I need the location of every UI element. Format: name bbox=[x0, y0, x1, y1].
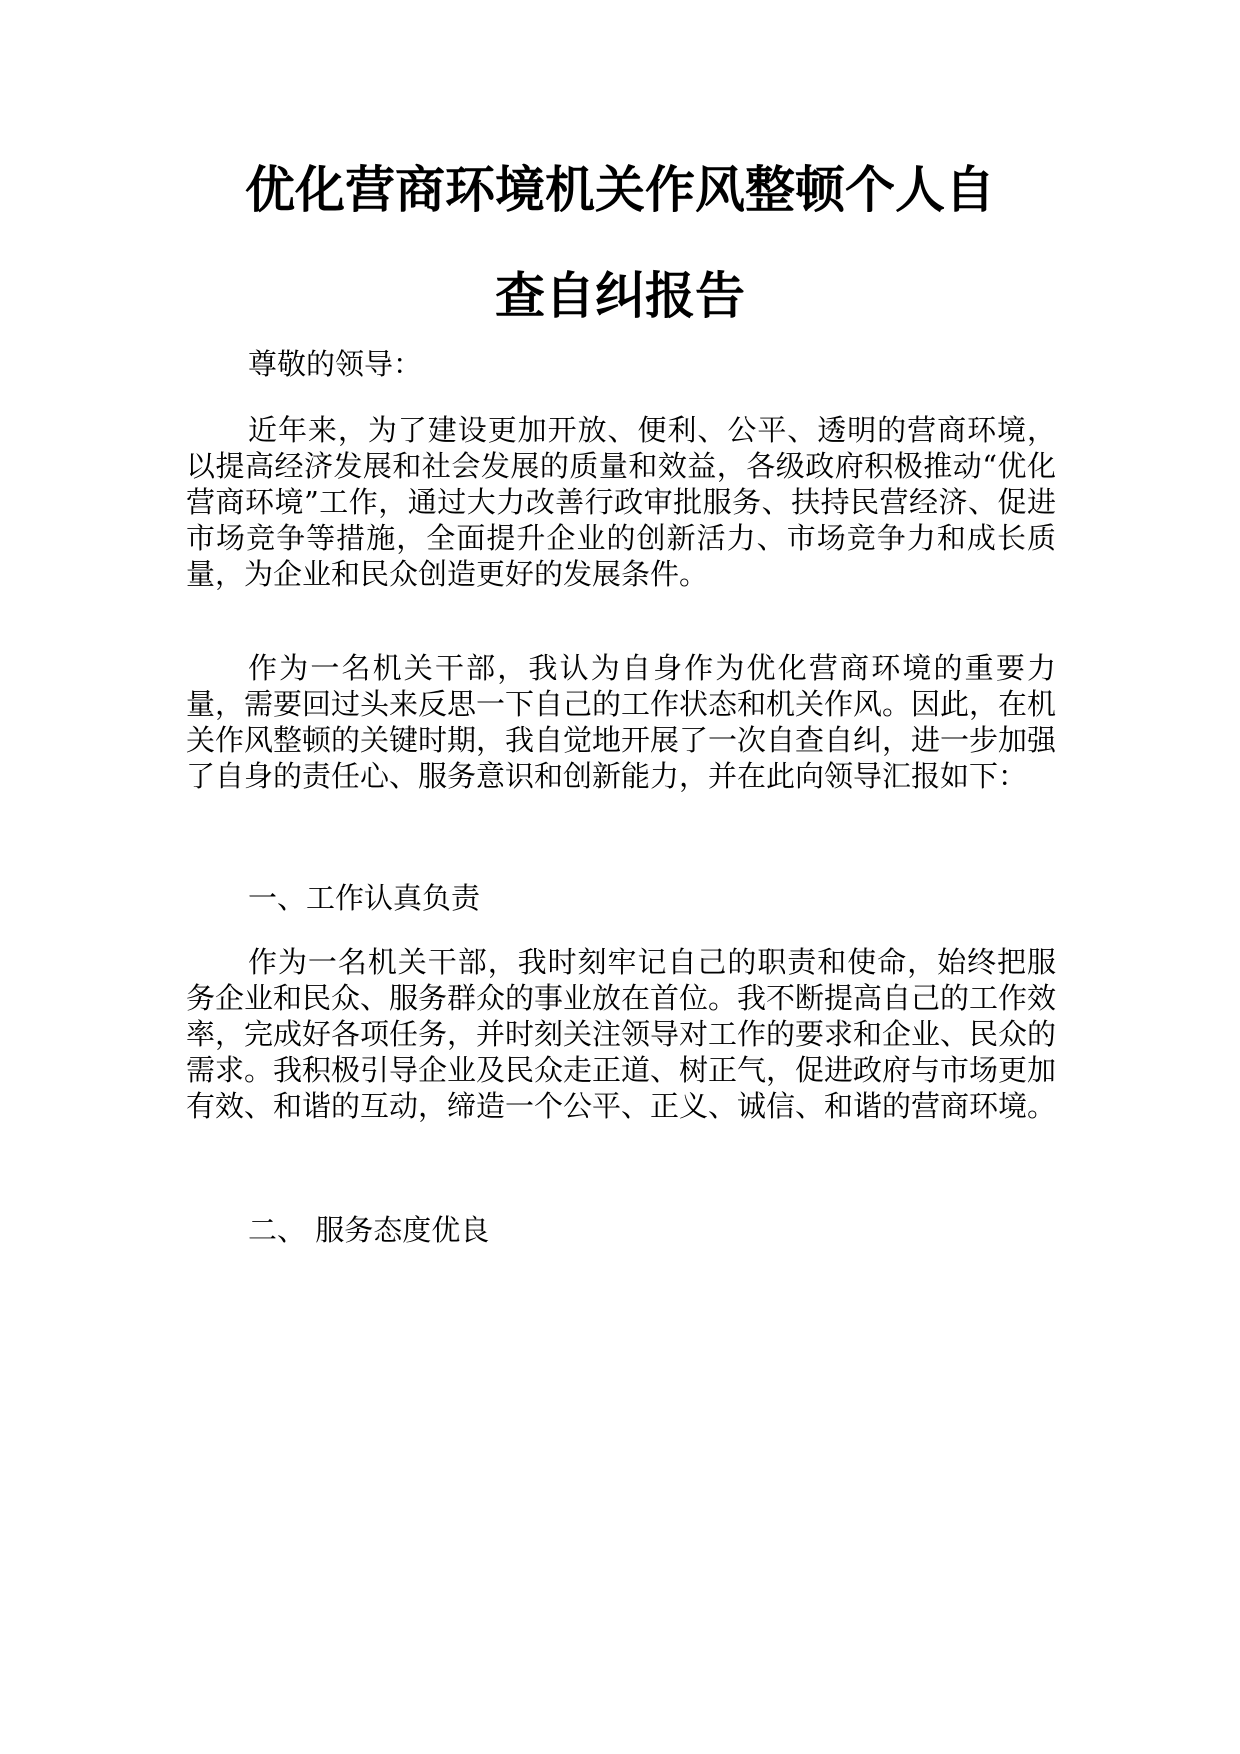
section-heading-1: 一、工作认真负责 bbox=[248, 881, 481, 915]
salutation: 尊敬的领导： bbox=[248, 347, 423, 381]
section-heading-2: 二、 服务态度优良 bbox=[248, 1213, 490, 1247]
document-title-line-1: 优化营商环境机关作风整顿个人自 bbox=[245, 161, 995, 219]
paragraph-self-reflection: 作为一名机关干部，我认为自身作为优化营商环境的重要力量，需要回过头来反思一下自己的工作状态和机关作风。因此，在机关作风整顿的关键时期，我自觉地开展了一次自查自纠，进一步加强了自身的责任心、服务意识和创新能力，并在此向领导汇报如下： bbox=[186, 651, 1057, 793]
paragraph-work-responsibility: 作为一名机关干部，我时刻牢记自己的职责和使命，始终把服务企业和民众、服务群众的事业放在首位。我不断提高自己的工作效率，完成好各项任务，并时刻关注领导对工作的要求和企业、民众的需求。我积极引导企业及民众走正道、树正气，促进政府与市场更加有效、和谐的互动，缔造一个公平、正义、诚信、和谐的营商环境。 bbox=[186, 945, 1057, 1123]
paragraph-intro: 近年来，为了建设更加开放、便利、公平、透明的营商环境，以提高经济发展和社会发展的质量和效益，各级政府积极推动“优化营商环境”工作，通过大力改善行政审批服务、扶持民营经济、促进市场竞争等措施，全面提升企业的创新活力、市场竞争力和成长质量，为企业和民众创造更好的发展条件。 bbox=[186, 413, 1056, 591]
document-title-line-2: 查自纠报告 bbox=[495, 267, 745, 325]
